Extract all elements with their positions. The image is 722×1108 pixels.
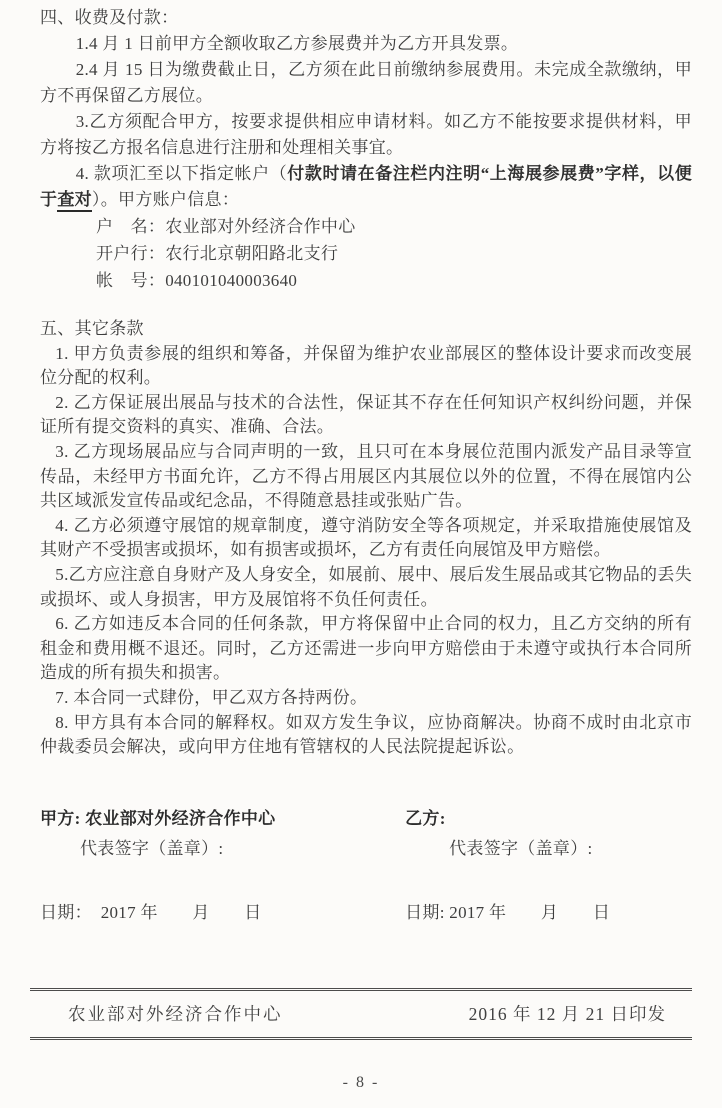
account-name-value: 农业部对外经济合作中心 (165, 217, 356, 236)
page-number: - 8 - (342, 1074, 380, 1091)
clause-4-4-payment-note: 付款时请在备注栏内注明“上海展参展费”字样，以便于 (40, 164, 693, 209)
section-5-heading: 五、其它条款 (40, 319, 144, 338)
party-a-sign-line: 代表签字（盖章）: (80, 838, 224, 858)
party-a-label: 甲方: (40, 808, 81, 828)
clause-5-6: 6. 乙方如违反本合同的任何条款，甲方将保留中止合同的权力，且乙方交纳的所有租金和费用概不退还。同时，乙方还需进一步向甲方赔偿由于未遵守或执行本合同所造成的所有损失和损害。 (40, 614, 692, 683)
section-fees-and-payment (40, 5, 692, 294)
party-a-signature-column (40, 806, 405, 926)
clause-5-3: 3. 乙方现场展品应与合同声明的一致，且只可在本身展位范围内派发产品目录等宣传品，未经甲方书面允许，乙方不得占用展区内其展位以外的位置，不得在展馆内公共区域派发宣传品或纪念品，不得随意悬挂或张贴广告。 (40, 441, 692, 511)
party-b-date-line: 日期: 2017 年 月 日 (405, 902, 611, 922)
clause-5-4: 4. 乙方必须遵守展馆的规章制度，遵守消防安全等各项规定，并采取措施使展馆及其财产不受损害或损坏，如有损害或损坏，乙方有责任向展馆及甲方赔偿。 (40, 515, 692, 560)
account-name-row (96, 213, 692, 240)
footer-issue-date: 2016 年 12 月 21 日印发 (468, 1004, 666, 1024)
account-number-label: 帐 号： (96, 271, 166, 290)
clause-5-7: 7. 本合同一式肆份，甲乙双方各持两份。 (55, 687, 368, 707)
clause-4-2: 2.4 月 15 日为缴费截止日，乙方须在此日前缴纳参展费用。未完成全款缴纳，甲方不再保留乙方展位。 (40, 60, 692, 105)
party-b-signature-column (405, 806, 692, 926)
clause-4-3: 3.乙方须配合甲方，按要求提供相应申请材料。如乙方不能按要求提供材料，甲方将按乙方报名信息进行注册和处理相关事宜。 (40, 112, 692, 157)
clause-5-5: 5.乙方应注意自身财产及人身安全，如展前、展中、展后发生展品或其它物品的丢失或损坏、或人身损害，甲方及展馆将不负任何责任。 (40, 564, 692, 609)
clause-4-4-suffix: ）。甲方账户信息： (91, 190, 240, 209)
clause-5-2: 2. 乙方保证展出展品与技术的合法性，保证其不存在任何知识产权纠纷问题，并保证所有提交资料的真实、准确、合法。 (40, 392, 692, 437)
section-4-heading: 四、收费及付款： (40, 8, 179, 27)
bank-account-info (96, 213, 692, 294)
account-number-value: 040101040003640 (165, 271, 298, 290)
account-bank-value: 农行北京朝阳路北支行 (165, 244, 339, 263)
clause-4-1: 1.4 月 1 日前甲方全额收取乙方参展费并为乙方开具发票。 (75, 34, 519, 53)
party-b-label: 乙方: (405, 808, 446, 828)
party-a-date-line: 日期： 2017 年 月 日 (40, 902, 262, 922)
clause-4-4-verify-term: 查对 (57, 190, 92, 212)
party-b-row (405, 806, 692, 832)
signature-block (40, 806, 692, 926)
account-name-label: 户 名： (96, 217, 166, 236)
party-b-sign-line: 代表签字（盖章）: (449, 838, 593, 858)
clause-4-4 (40, 161, 692, 213)
section-other-terms (40, 317, 692, 760)
clause-5-8: 8. 甲方具有本合同的解释权。如双方发生争议，应协商解决。协商不成时由北京市仲裁委员会解决，或向甲方住地有管辖权的人民法院提起诉讼。 (40, 712, 692, 757)
account-bank-row (96, 240, 692, 267)
footer-issuing-org: 农业部对外经济合作中心 (68, 1004, 283, 1024)
party-a-name: 农业部对外经济合作中心 (85, 808, 276, 828)
party-a-row (40, 806, 405, 832)
footer-issuer-bar (30, 988, 692, 1040)
account-bank-label: 开户行： (96, 244, 166, 263)
clause-4-4-prefix: 4. 款项汇至以下指定帐户（ (75, 164, 288, 183)
account-number-row (96, 267, 692, 294)
clause-5-1: 1. 甲方负责参展的组织和筹备，并保留为维护农业部展区的整体设计要求而改变展位分配的权利。 (40, 343, 692, 388)
